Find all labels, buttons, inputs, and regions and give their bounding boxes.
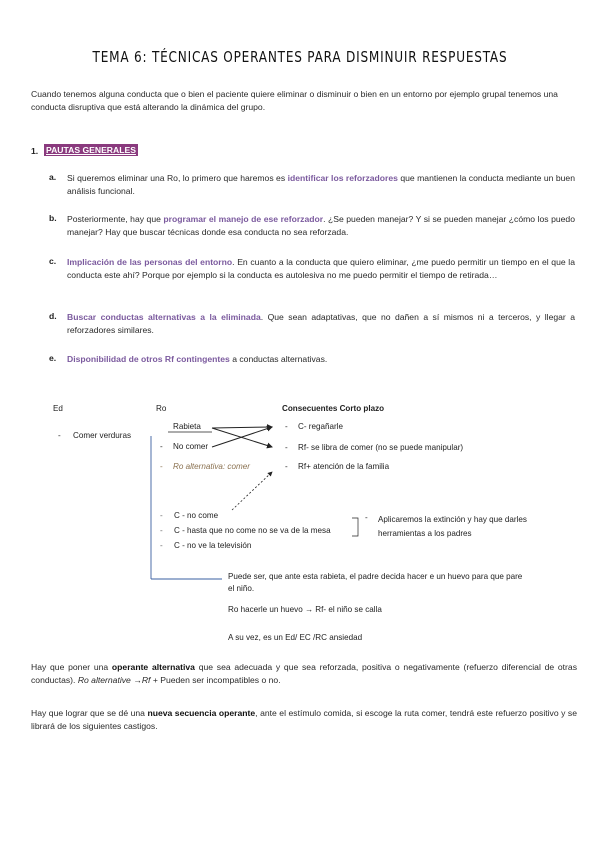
item-c bbox=[67, 256, 575, 282]
item-b bbox=[67, 213, 575, 239]
item-a bbox=[67, 172, 575, 198]
p2-pre: Hay que lograr que se dé una bbox=[31, 708, 148, 718]
dashed-arrow-alternative bbox=[232, 472, 272, 510]
item-letter-e: e. bbox=[49, 353, 57, 363]
p1-mid: que sea adecuada y que sea reforzada, positiva o negativamente (refuerzo diferencial de otras conductas). bbox=[31, 662, 578, 685]
p1-post: Pueden ser incompatibles o no. bbox=[157, 675, 281, 685]
extinction-bullet: - bbox=[365, 513, 368, 522]
diagram-header-ed: Ed bbox=[53, 404, 63, 413]
ro-item-no-comer: No comer bbox=[173, 442, 209, 451]
c-bullet-3: - bbox=[160, 541, 163, 550]
ro-item-rabieta: Rabieta bbox=[173, 422, 201, 431]
item-letter-d: d. bbox=[49, 311, 57, 321]
item-e-post: a conductas alternativas. bbox=[229, 354, 328, 364]
ro-bullet-alt: - bbox=[160, 462, 163, 471]
intro-paragraph: Cuando tenemos alguna conducta que o bien el paciente quiere eliminar o disminuir o bien en un entorno por ejemplo grupal tenemos una conducta disruptiva que está alterando la dinámica del grupo. bbox=[31, 89, 558, 112]
note-line-3: A su vez, es un Ed/ EC /RC ansiedad bbox=[228, 633, 363, 642]
ro-bullet: - bbox=[160, 442, 163, 451]
item-d bbox=[67, 311, 575, 337]
section-label: PAUTAS GENERALES bbox=[46, 145, 136, 155]
item-c-post: . En cuanto a la conducta que quiero eliminar, ¿me puedo permitir un tiempo en el que la conducta este ahí? Porque por ejemplo si la conducta es autolesiva no me puedo permitir el tiempo de retirada… bbox=[67, 257, 575, 280]
item-letter-c: c. bbox=[49, 256, 57, 266]
c-item-3: C - no ve la televisión bbox=[174, 541, 252, 550]
extinction-note: Aplicaremos la extinción y hay que darles herramientas a los padres bbox=[378, 515, 527, 538]
paragraph-operante-alternativa bbox=[31, 661, 577, 687]
p1-pre: Hay que poner una bbox=[31, 662, 112, 672]
conseq-item-3: Rf+ atención de la familia bbox=[298, 462, 390, 471]
diagram-header-ro: Ro bbox=[156, 404, 167, 413]
p1-italic: Ro alternative →Rf + bbox=[77, 675, 158, 685]
item-e-highlight: Disponibilidad de otros Rf contingentes bbox=[67, 354, 230, 364]
paragraph-nueva-secuencia bbox=[31, 707, 577, 733]
page-title: TEMA 6: TÉCNICAS OPERANTES PARA DISMINUIR RESPUESTAS bbox=[92, 48, 508, 66]
item-d-post: . Que sean adaptativas, que no dañen a sí mismos ni a terceros, y llegar a reforzadores similares. bbox=[67, 312, 575, 335]
item-letter-b: b. bbox=[49, 213, 57, 223]
p2-bold: nueva secuencia operante bbox=[147, 708, 256, 718]
item-b-pre: Posteriormente, hay que bbox=[67, 214, 164, 224]
c-items-brace bbox=[352, 518, 358, 536]
item-a-pre: Si queremos eliminar una Ro, lo primero que haremos es bbox=[67, 173, 288, 183]
item-b-post: . ¿Se pueden manejar? Y si se pueden manejar ¿cómo los puedo manejar? Hay que buscar técnicas donde esa conducta no sea reforzada. bbox=[67, 214, 575, 237]
p2-post: , ante el estímulo comida, si escoge la ruta comer, tendrá este refuerzo positivo y se librará de los siguientes castigos. bbox=[31, 708, 577, 731]
item-d-highlight: Buscar conductas alternativas a la eliminada bbox=[67, 312, 261, 322]
conseq-item-2: Rf- se libra de comer (no se puede manipular) bbox=[298, 443, 464, 452]
arrow-rabieta-to-c bbox=[212, 427, 272, 428]
conseq-bullet-3: - bbox=[285, 462, 288, 471]
p1-bold: operante alternativa bbox=[111, 662, 195, 672]
item-b-highlight: programar el manejo de ese reforzador bbox=[163, 214, 324, 224]
item-e bbox=[67, 353, 575, 366]
arrow-rabieta-to-rf bbox=[212, 428, 272, 447]
conseq-item-1: C- regañarle bbox=[298, 422, 343, 431]
c-item-2: C - hasta que no come no se va de la mesa bbox=[174, 526, 331, 535]
arrow-nocomer-to-c bbox=[212, 427, 272, 447]
ed-item: Comer verduras bbox=[73, 431, 132, 440]
c-bullet-2: - bbox=[160, 526, 163, 535]
conseq-bullet-1: - bbox=[285, 422, 288, 431]
c-item-1: C - no come bbox=[174, 511, 219, 520]
item-a-post: que mantienen la conducta mediante un buen análisis funcional. bbox=[67, 173, 575, 196]
note-line-1: Puede ser, que ante esta rabieta, el padre decida hacer e un huevo para que pare el niño. bbox=[228, 572, 523, 593]
item-letter-a: a. bbox=[49, 172, 57, 182]
ro-item-alternativa: Ro alternativa: comer bbox=[173, 462, 250, 471]
ed-bullet: - bbox=[58, 431, 61, 440]
diagram-header-consecuentes: Consecuentes Corto plazo bbox=[282, 404, 385, 413]
item-a-highlight: identificar los reforzadores bbox=[287, 173, 398, 183]
conseq-bullet-2: - bbox=[285, 443, 288, 452]
note-line-2: Ro hacerle un huevo → Rf- el niño se calla bbox=[228, 605, 382, 614]
section-number: 1. bbox=[31, 146, 39, 156]
c-bullet-1: - bbox=[160, 511, 163, 520]
item-c-highlight: Implicación de las personas del entorno bbox=[67, 257, 233, 267]
